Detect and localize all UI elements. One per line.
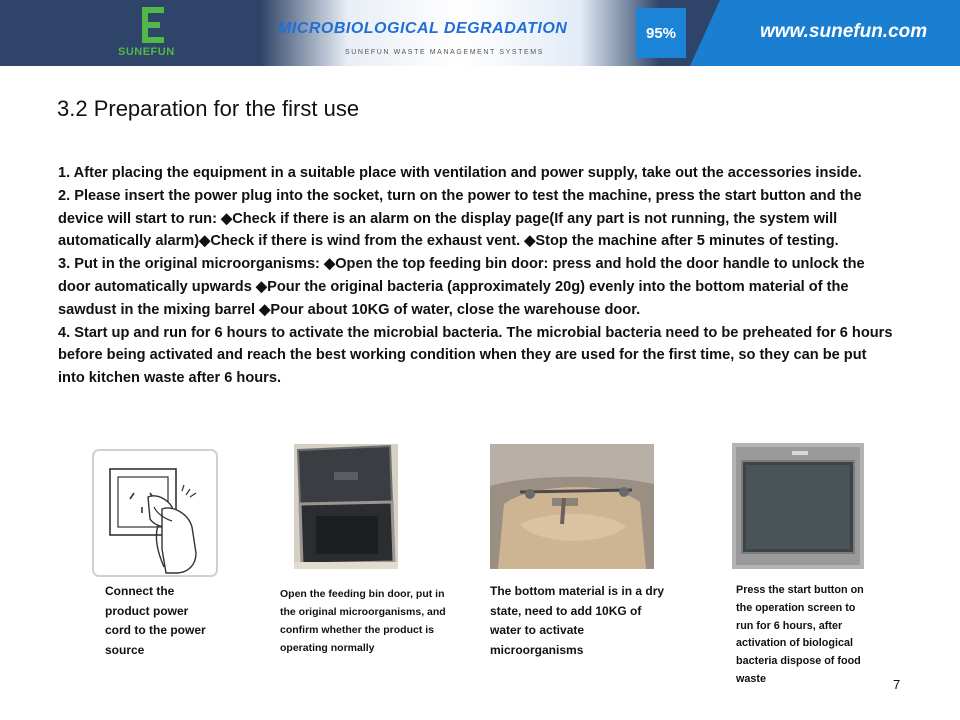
caption-bottom-material: The bottom material is in a dry state, need to add 10KG of water to activate microorganisms	[490, 584, 665, 657]
instruction-step-3: 3. Put in the original microorganisms: ◆Open the top feeding bin door: press and hold the door handle to unlock the door automatically upwards ◆Pour the original bacteria (approximately 20g) evenly into the bottom material of the sawdust in the mixing barrel ◆Pour about 10KG of water, close the warehouse door.	[58, 256, 865, 318]
caption-feeding-bin: Open the feeding bin door, put in the original microorganisms, and confirm whether the product is operating normally	[280, 588, 446, 654]
control-screen-photo	[732, 443, 864, 569]
page-number: 7	[893, 677, 901, 692]
caption-start-button: Press the start button on the operation screen to run for 6 hours, after activation of biological bacteria dispose of food waste	[736, 584, 864, 685]
header-banner	[0, 0, 960, 66]
feeding-bin-photo	[294, 444, 398, 569]
instruction-step-4: 4. Start up and run for 6 hours to activate the microbial bacteria. The microbial bacteria need to be preheated for 6 hours before being activated and reach the best working condition when they are used for the first time, so they can be put into kitchen waste after 6 hours.	[58, 324, 893, 387]
header-title: MICROBIOLOGICAL DEGRADATION	[278, 20, 568, 37]
instruction-step-2: 2. Please insert the power plug into the socket, turn on the power to test the machine, press the start button and the device will start to run: ◆Check if there is an alarm on the display page(If any part is not running, the system will automatically alarm)◆Check if there is wind from the exhaust vent. ◆Stop the machine after 5 minutes of testing.	[58, 187, 862, 250]
website-url: www.sunefun.com	[760, 21, 928, 42]
instructions-text	[58, 162, 893, 390]
sunefun-logo-icon	[142, 7, 164, 43]
section-heading: 3.2 Preparation for the first use	[57, 96, 360, 121]
caption-power-cord: Connect the product power cord to the power source	[105, 584, 206, 657]
header-subtitle: SUNEFUN WASTE MANAGEMENT SYSTEMS	[345, 49, 544, 56]
sawdust-barrel-photo	[490, 444, 654, 569]
power-plug-illustration	[92, 449, 218, 577]
percentage-badge: 95%	[636, 8, 686, 58]
instruction-step-1: 1. After placing the equipment in a suitable place with ventilation and power supply, take out the accessories inside.	[58, 165, 862, 181]
logo-text: SUNEFUN	[118, 46, 175, 58]
